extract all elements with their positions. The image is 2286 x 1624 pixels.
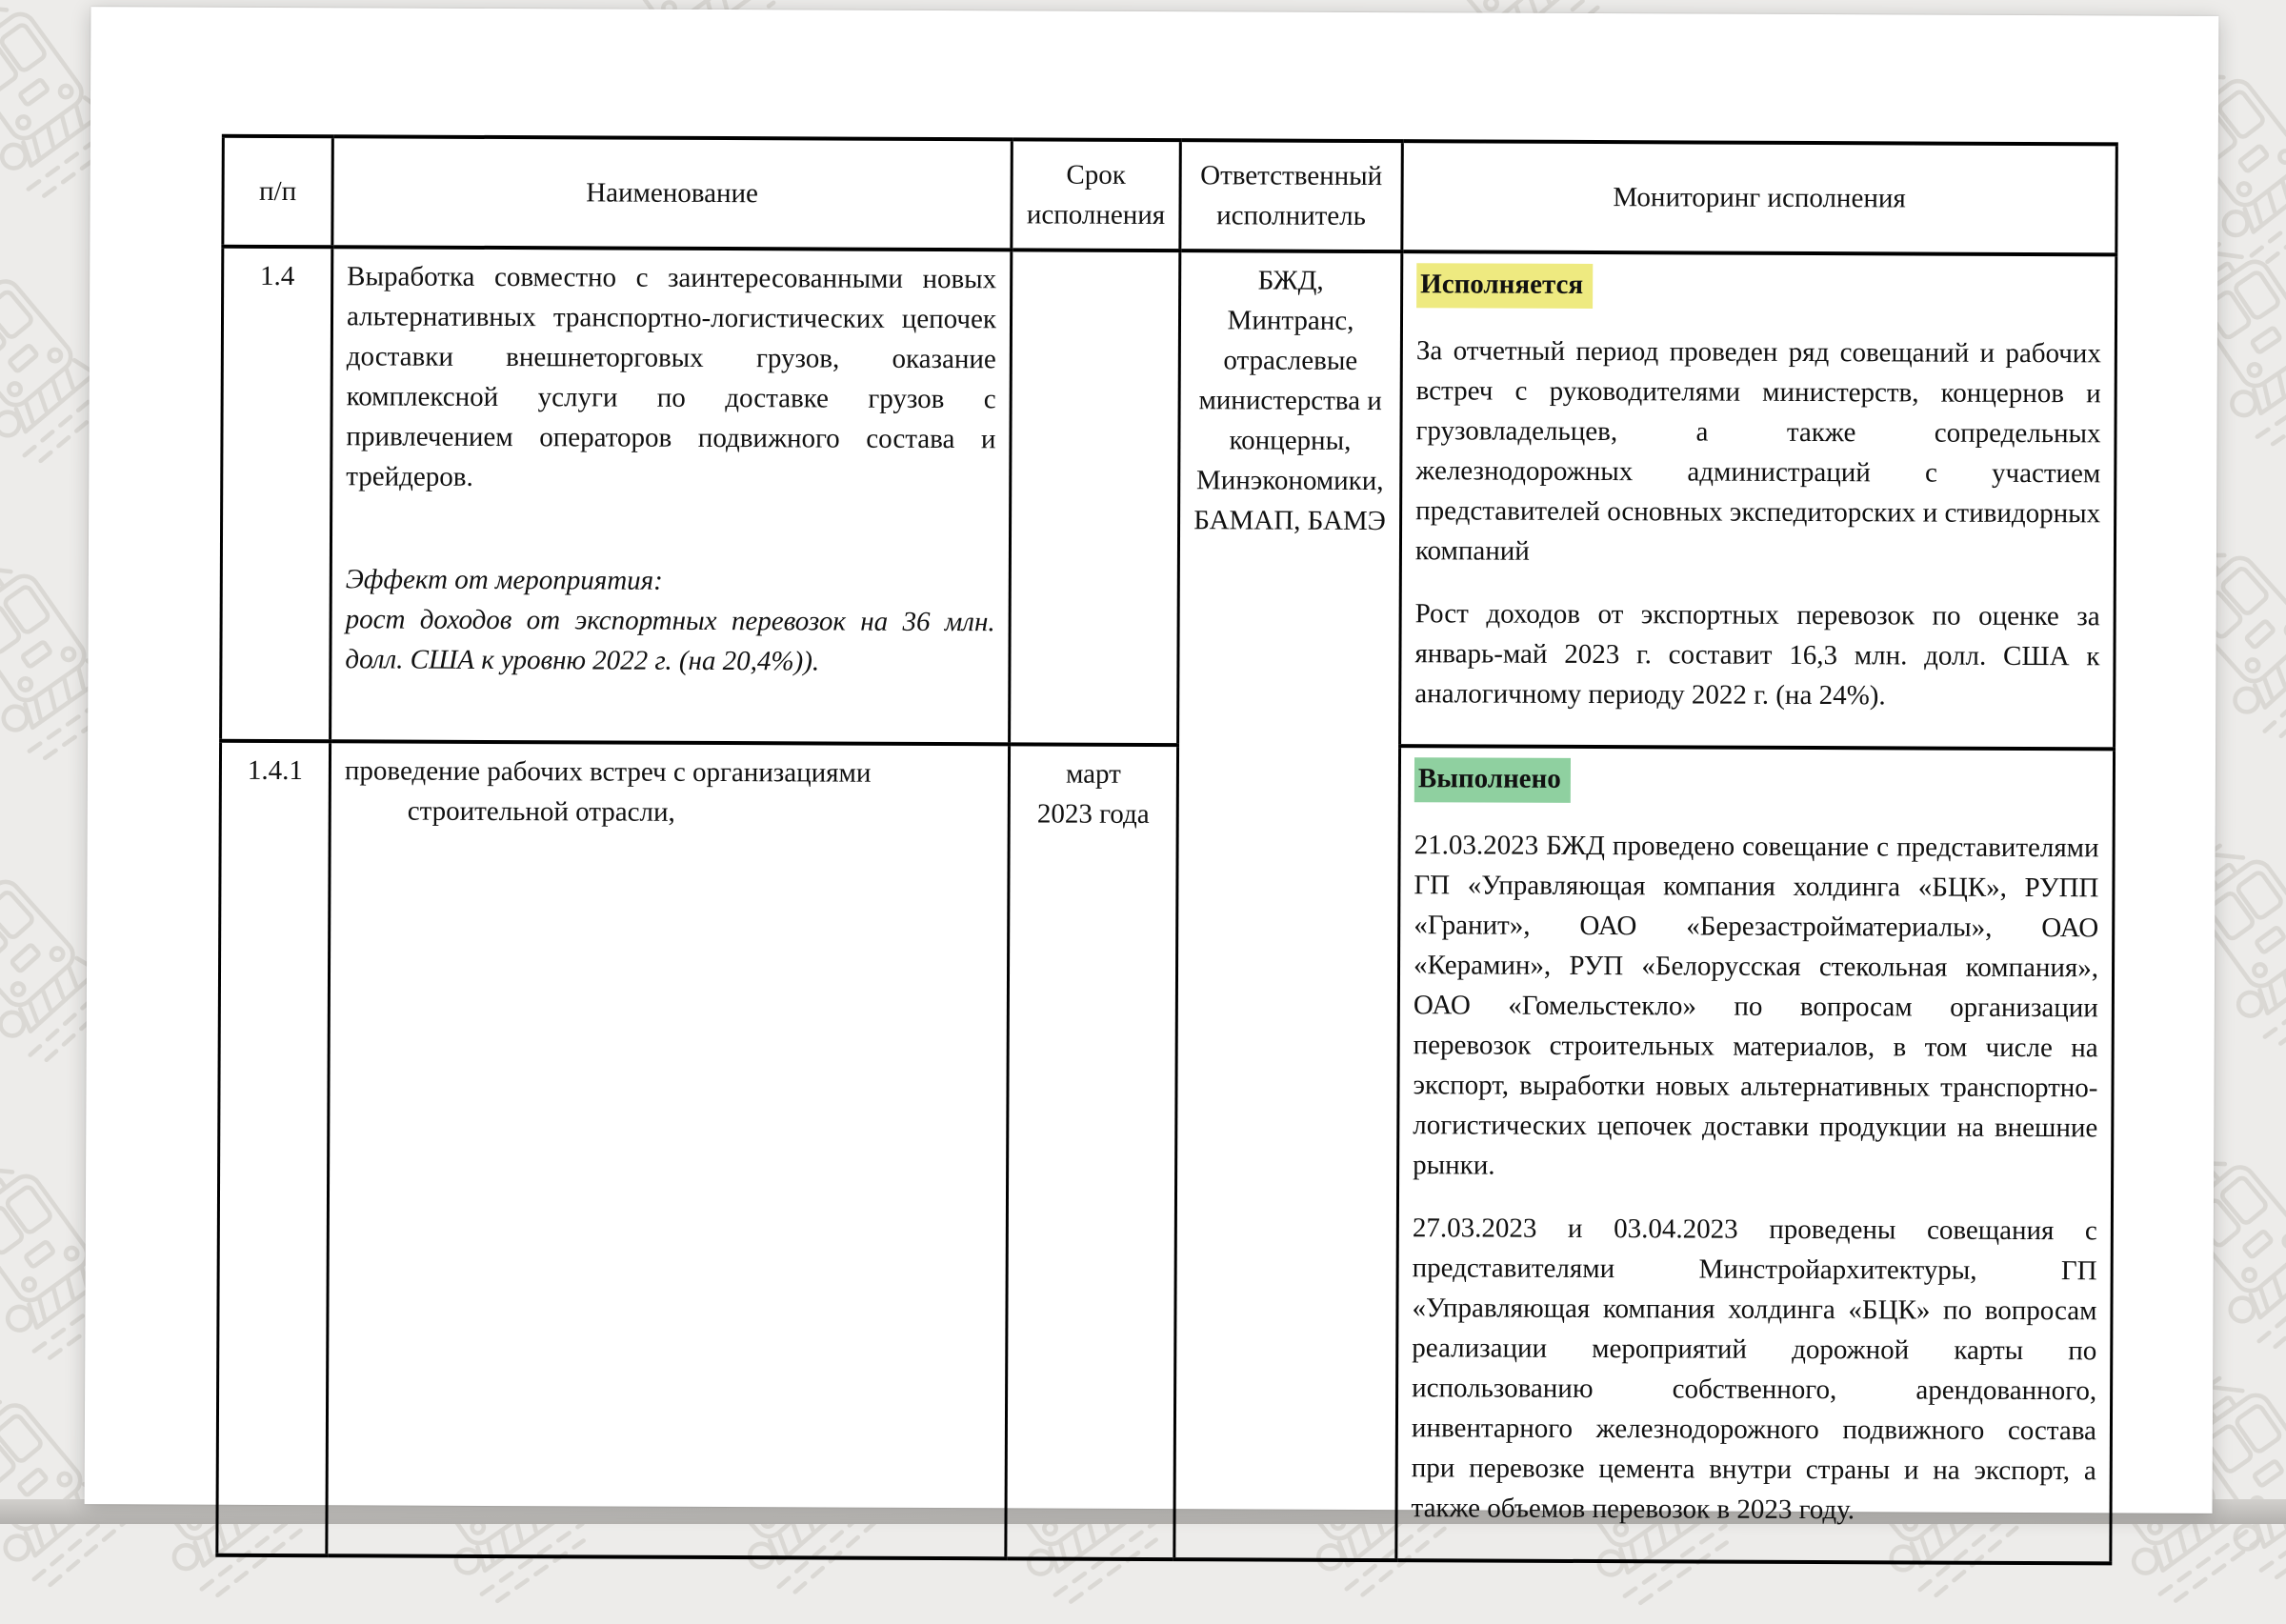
monitoring-paragraph: Рост доходов от экспортных перевозок по оценке за январь-май 2023 г. составит 16,3 млн. долл. США к аналогичному периоду 2022 г. (на 24%). xyxy=(1414,598,2100,712)
activity-effect-block xyxy=(345,559,995,682)
status-badge-in-progress: Исполняется xyxy=(1416,263,1593,309)
activity-name-cell xyxy=(331,247,1012,744)
table-header-row xyxy=(223,136,2116,255)
monitoring-paragraph: 21.03.2023 БЖД проведено совещание с представителями ГП «Управляющая компания холдинга «БЦК», РУПП «Гранит», ОАО «Березастройматериалы», ОАО «Керамин», РУП «Белорусская стекольная компания», ОАО «Гомельстекло» по вопросам организации перевозок строительных материалов, в том числе на экспорт, выработки новых альтернативных транспортно-логистических цепочек доставки продукции на внешние рынки. xyxy=(1413,830,2099,1181)
status-line xyxy=(1414,757,2099,805)
monitoring-cell xyxy=(1396,746,2115,1563)
term-cell: март 2023 года xyxy=(1006,744,1178,1559)
monitoring-cell xyxy=(1400,251,2116,749)
activity-description: Выработка совместно с заинтересованными новых альтернативных транспортно-логистических цепочек доставки внешнеторговых грузов, оказание комплексной услуги по доставке грузов с привлечением операторов подвижного состава и трейдеров. xyxy=(346,261,997,492)
monitoring-table xyxy=(215,134,2117,1566)
effect-text: рост доходов от экспортных перевозок на 36 млн. долл. США к уровню 2022 г. (на 20,4%)). xyxy=(345,604,995,677)
activity-description-line1: проведение рабочих встреч с организациями xyxy=(344,755,872,789)
status-line xyxy=(1416,263,2101,311)
table-row-1-4-1 xyxy=(217,741,2115,1564)
header-cell-responsible: Ответственный исполнитель xyxy=(1180,140,1403,251)
row-number: 1.4.1 xyxy=(217,741,331,1555)
row-number: 1.4 xyxy=(221,247,332,741)
responsible-cell: БЖД, Минтранс, отраслевые министерства и концерны, Минэкономики, БАМАП, БАМЭ xyxy=(1174,251,1402,1560)
activity-name-cell xyxy=(327,741,1010,1558)
status-badge-done: Выполнено xyxy=(1414,757,1571,803)
header-cell-monitoring: Мониторинг исполнения xyxy=(1402,141,2116,254)
table-row-1-4 xyxy=(221,247,2116,750)
activity-description-line2: строительной отрасли, xyxy=(407,795,675,828)
monitoring-paragraph: 27.03.2023 и 03.04.2023 проведены совещания с представителями Минстройархитектуры, ГП «Управляющая компания холдинга «БЦК» по вопросам реализации мероприятий дорожной карты по использованию собственного, арендованного, инвентарного железнодорожного подвижного состава при перевозке цемента внутри страны и на экспорт, а также объемов перевозок в 2023 году. xyxy=(1411,1213,2097,1526)
header-cell-num: п/п xyxy=(223,136,333,248)
header-cell-name: Наименование xyxy=(332,136,1012,250)
header-cell-term: Срок исполнения xyxy=(1012,139,1181,251)
document-page xyxy=(85,7,2219,1526)
monitoring-paragraph: За отчетный период проведен ряд совещаний и рабочих встреч с руководителями министерств, концернов и грузовладельцев, а также сопредельных железнодорожных администраций с участием представителей основных экспедиторских и стивидорных компаний xyxy=(1414,335,2101,567)
effect-title: Эффект от мероприятия: xyxy=(345,564,663,596)
term-cell xyxy=(1010,250,1180,745)
